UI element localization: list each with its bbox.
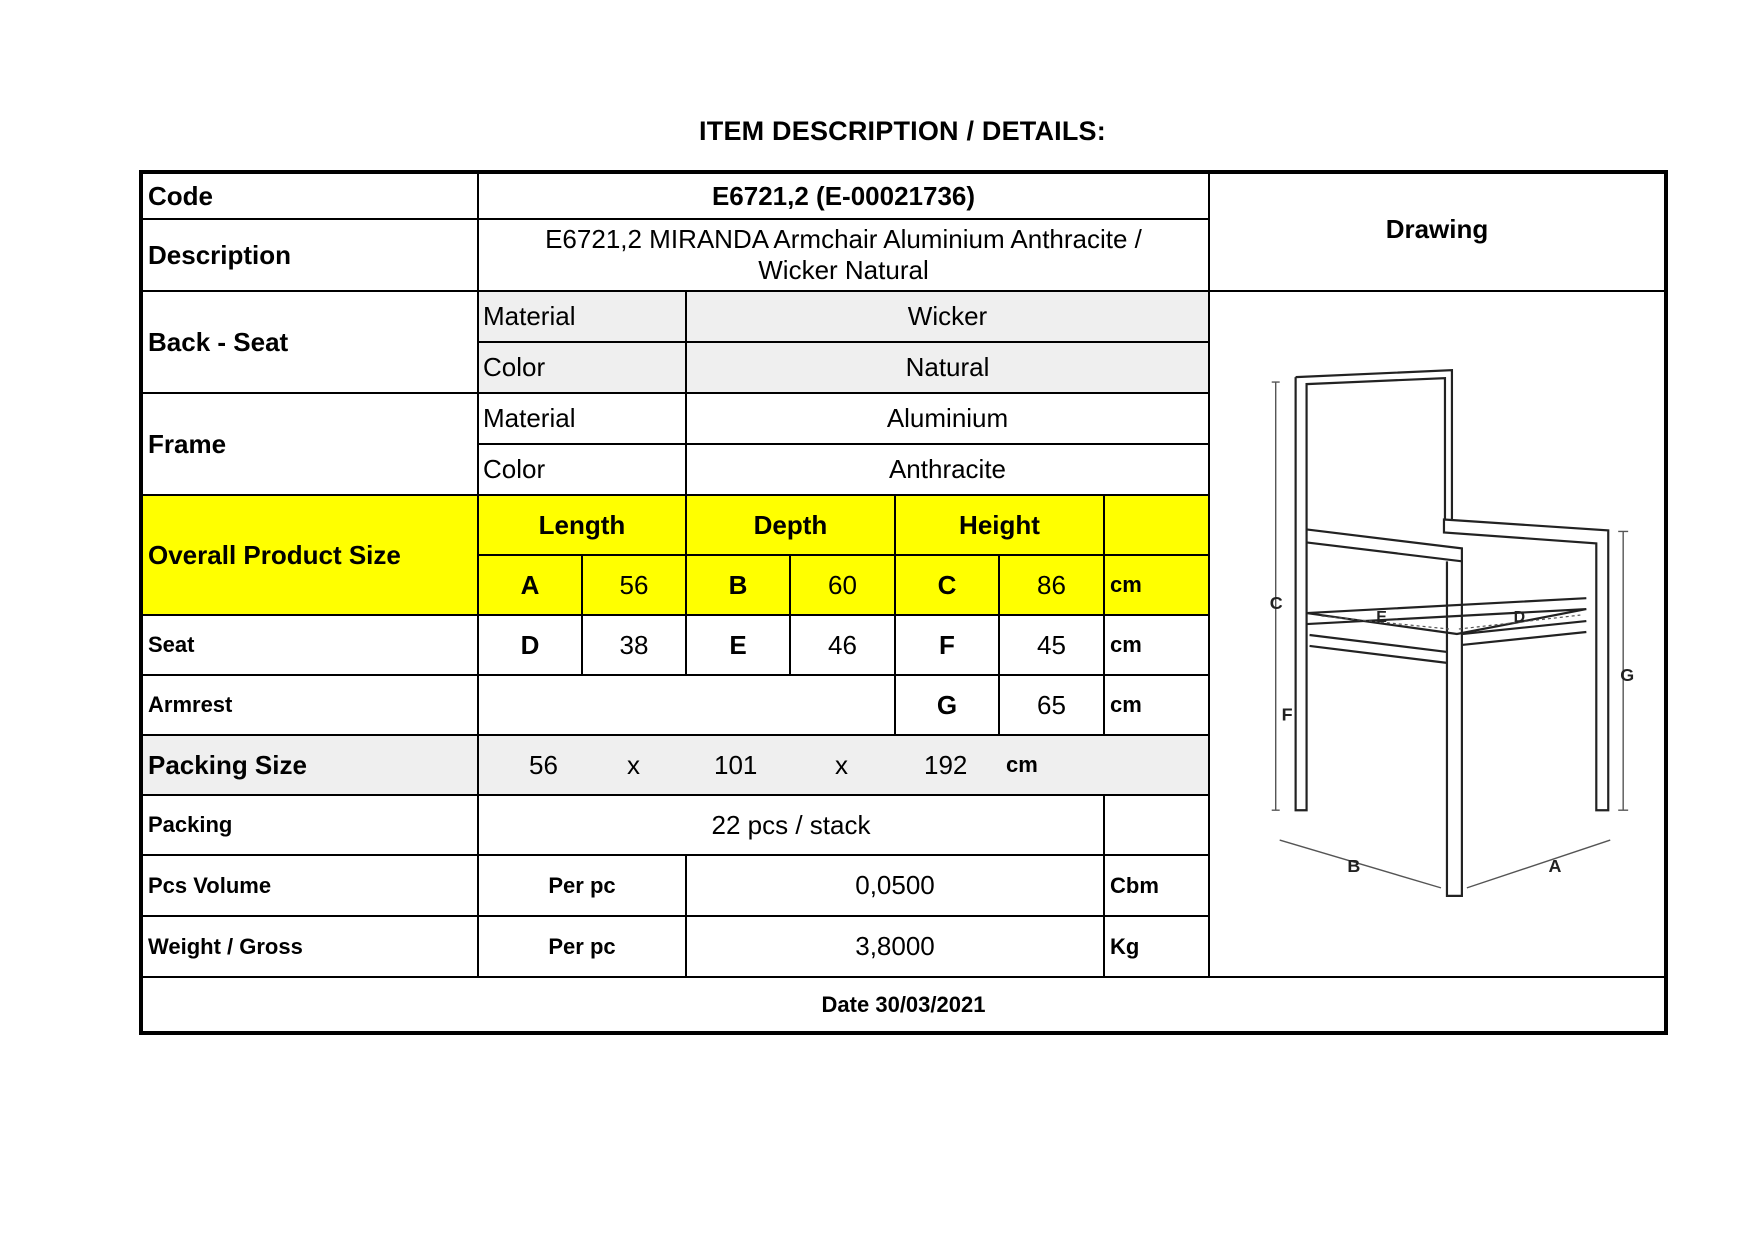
back-seat-color: Natural [686, 342, 1209, 393]
pcs-volume-value: 0,0500 [686, 855, 1104, 916]
seat-unit: cm [1104, 615, 1209, 675]
value-c: 86 [999, 555, 1104, 615]
pcs-volume-per: Per pc [478, 855, 686, 916]
label-a: A [1548, 855, 1562, 876]
depth-header: Depth [686, 495, 895, 555]
label-f: F [1281, 704, 1293, 725]
back-seat-color-label: Color [478, 342, 686, 393]
packing-blank [1104, 795, 1209, 855]
spec-sheet [139, 170, 1668, 1035]
letter-c: C [895, 555, 999, 615]
letter-d: D [478, 615, 582, 675]
overall-header-blank [1104, 495, 1209, 555]
letter-f: F [895, 615, 999, 675]
letter-g: G [895, 675, 999, 735]
description-line-2: Wicker Natural [758, 255, 929, 285]
back-seat-material-label: Material [478, 291, 686, 342]
armrest-unit: cm [1104, 675, 1209, 735]
letter-b: B [686, 555, 790, 615]
frame-material: Aluminium [686, 393, 1209, 444]
letter-e: E [686, 615, 790, 675]
height-header: Height [895, 495, 1104, 555]
packing-height: 192 [924, 749, 968, 780]
drawing-header: Drawing [1209, 173, 1665, 291]
frame-material-label: Material [478, 393, 686, 444]
overall-size-label: Overall Product Size [142, 495, 478, 615]
label-c: C [1269, 593, 1283, 614]
packing-value: 22 pcs / stack [478, 795, 1104, 855]
length-header: Length [478, 495, 686, 555]
back-seat-label: Back - Seat [142, 291, 478, 393]
frame-label: Frame [142, 393, 478, 495]
code-value: E6721,2 (E-00021736) [478, 173, 1209, 219]
packing-unit: cm [1006, 752, 1038, 777]
pcs-volume-unit: Cbm [1104, 855, 1209, 916]
value-f: 45 [999, 615, 1104, 675]
label-g: G [1620, 664, 1635, 685]
overall-unit: cm [1104, 555, 1209, 615]
pcs-volume-label: Pcs Volume [142, 855, 478, 916]
code-label: Code [142, 173, 478, 219]
value-d: 38 [582, 615, 686, 675]
packing-x-1: x [627, 749, 640, 780]
armchair-drawing [1210, 291, 1664, 977]
back-seat-material: Wicker [686, 291, 1209, 342]
value-b: 60 [790, 555, 895, 615]
page-title: ITEM DESCRIPTION / DETAILS: [699, 116, 1106, 146]
packing-size-values [478, 735, 1209, 795]
letter-a: A [478, 555, 582, 615]
packing-label: Packing [142, 795, 478, 855]
packing-size-label: Packing Size [142, 735, 478, 795]
packing-width: 101 [714, 749, 758, 780]
frame-color: Anthracite [686, 444, 1209, 495]
weight-label: Weight / Gross [142, 916, 478, 977]
label-b: B [1347, 855, 1361, 876]
weight-unit: Kg [1104, 916, 1209, 977]
description-value [478, 219, 1209, 291]
value-e: 46 [790, 615, 895, 675]
armrest-blank [478, 675, 895, 735]
description-label: Description [142, 219, 478, 291]
value-g: 65 [999, 675, 1104, 735]
weight-value: 3,8000 [686, 916, 1104, 977]
label-d: D [1513, 609, 1526, 627]
description-line-1: E6721,2 MIRANDA Armchair Aluminium Anthracite / [545, 224, 1142, 254]
frame-color-label: Color [478, 444, 686, 495]
packing-length: 56 [529, 749, 558, 780]
label-e: E [1376, 609, 1387, 627]
seat-label: Seat [142, 615, 478, 675]
value-a: 56 [582, 555, 686, 615]
weight-per: Per pc [478, 916, 686, 977]
drawing-area [1209, 291, 1665, 977]
armrest-label: Armrest [142, 675, 478, 735]
date-footer: Date 30/03/2021 [142, 977, 1665, 1032]
packing-x-2: x [835, 749, 848, 780]
